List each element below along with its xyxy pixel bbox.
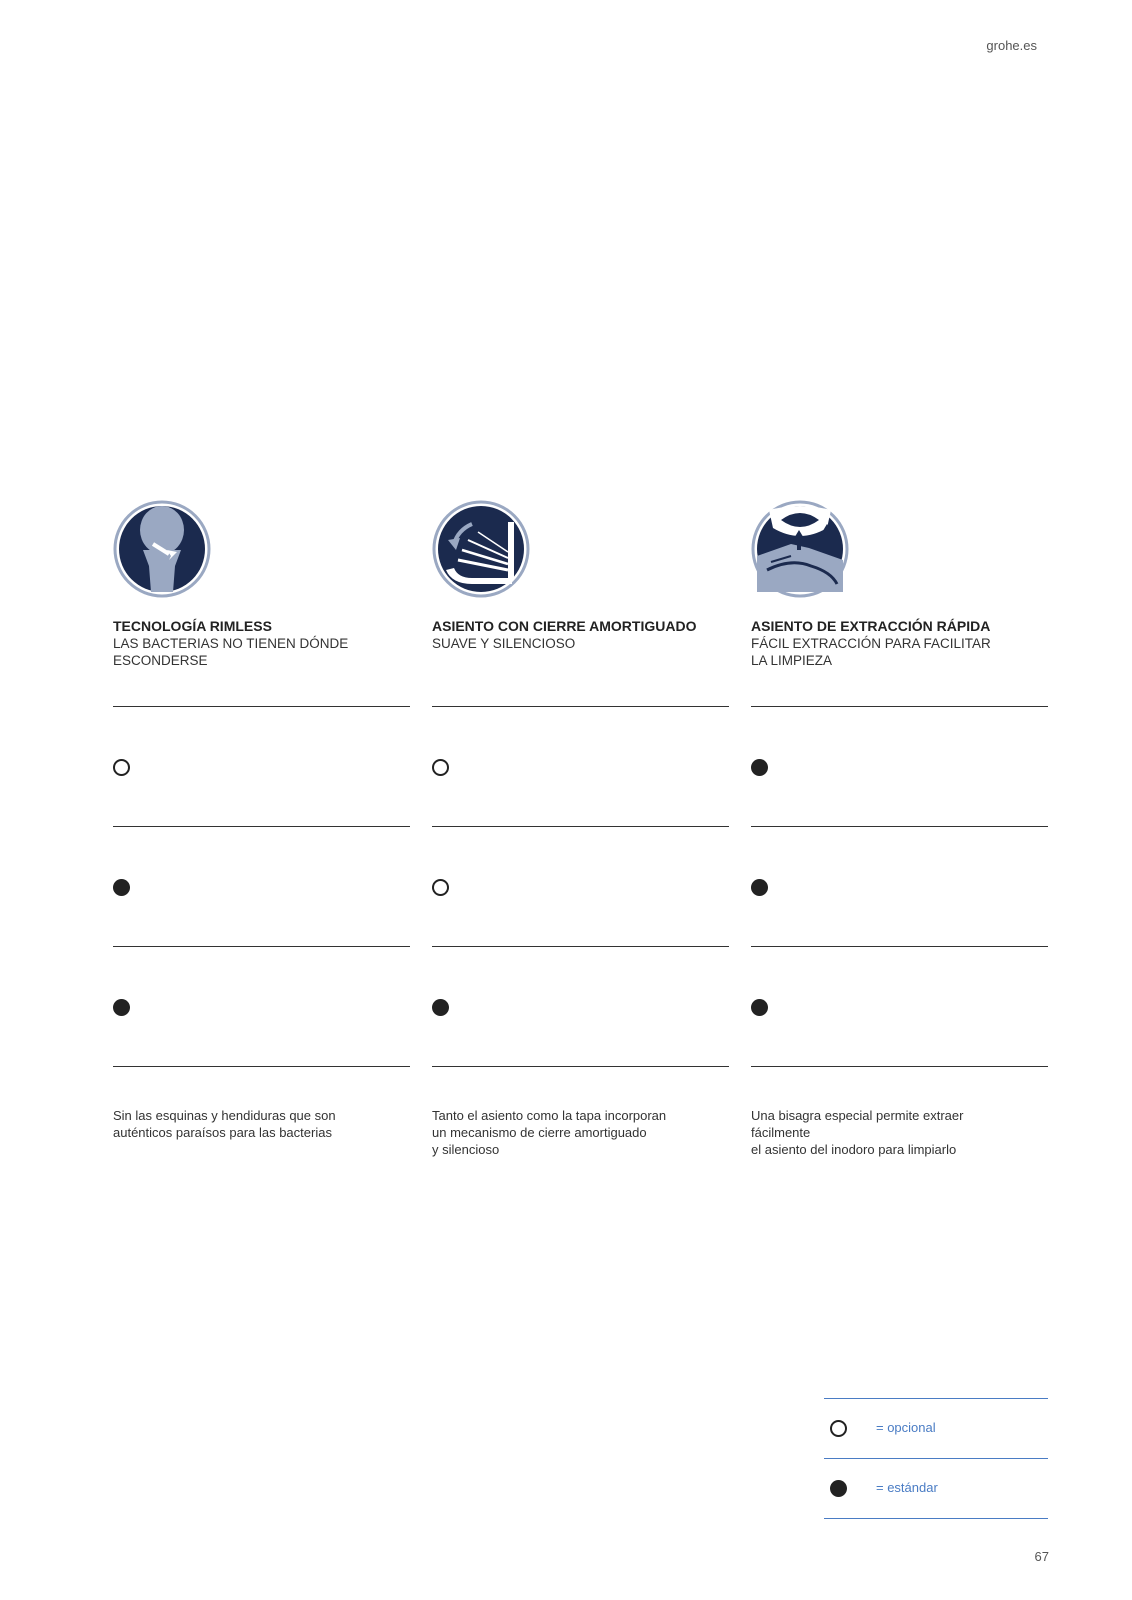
standard-dot-icon xyxy=(751,759,768,776)
rimless-toilet-icon xyxy=(113,500,211,598)
feature-title: ASIENTO CON CIERRE AMORTIGUADO xyxy=(432,618,697,634)
optional-dot-icon xyxy=(432,879,449,896)
feature-description xyxy=(113,1107,383,1141)
standard-dot-icon xyxy=(432,999,449,1016)
feature-rimless xyxy=(113,500,410,1141)
page-number: 67 xyxy=(1034,1549,1049,1564)
table-row xyxy=(751,827,1048,947)
standard-dot-icon xyxy=(113,999,130,1016)
table-row xyxy=(113,827,410,947)
description-line: Una bisagra especial permite extraer fácilmente xyxy=(751,1108,964,1140)
description-line: auténticos paraísos para las bacterias xyxy=(113,1125,332,1140)
table-row xyxy=(751,947,1048,1067)
feature-heading xyxy=(113,618,410,706)
feature-subtitle-line: ESCONDERSE xyxy=(113,653,208,668)
feature-title: ASIENTO DE EXTRACCIÓN RÁPIDA xyxy=(751,618,991,634)
feature-subtitle-line: SUAVE Y SILENCIOSO xyxy=(432,636,576,651)
description-line: y silencioso xyxy=(432,1142,500,1157)
legend-row-standard xyxy=(824,1459,1048,1519)
description-line: un mecanismo de cierre amortiguado xyxy=(432,1125,647,1140)
standard-dot-icon xyxy=(751,879,768,896)
description-line: el asiento del inodoro para limpiarlo xyxy=(751,1142,957,1157)
standard-dot-icon xyxy=(830,1480,847,1497)
feature-heading xyxy=(432,618,729,706)
table-row xyxy=(432,707,729,827)
feature-quick-release xyxy=(751,500,1048,1158)
feature-description xyxy=(751,1107,1021,1158)
table-row xyxy=(751,707,1048,827)
optional-dot-icon xyxy=(113,759,130,776)
table-row xyxy=(432,827,729,947)
feature-title: TECNOLOGÍA RIMLESS xyxy=(113,618,272,634)
standard-dot-icon xyxy=(751,999,768,1016)
table-row xyxy=(113,707,410,827)
feature-subtitle-line: FÁCIL EXTRACCIÓN PARA FACILITAR xyxy=(751,636,991,651)
legend-optional-label: = opcional xyxy=(876,1420,936,1435)
feature-soft-close xyxy=(432,500,729,1158)
feature-availability-table xyxy=(432,706,729,1067)
quick-release-seat-icon xyxy=(751,500,849,598)
feature-subtitle-line: LAS BACTERIAS NO TIENEN DÓNDE xyxy=(113,636,349,651)
description-line: Tanto el asiento como la tapa incorporan xyxy=(432,1108,667,1123)
feature-availability-table xyxy=(751,706,1048,1067)
feature-heading xyxy=(751,618,1048,706)
feature-availability-table xyxy=(113,706,410,1067)
standard-dot-icon xyxy=(113,879,130,896)
legend-row-optional xyxy=(824,1399,1048,1459)
legend-standard-label: = estándar xyxy=(876,1480,938,1495)
optional-dot-icon xyxy=(830,1420,847,1437)
site-url: grohe.es xyxy=(986,38,1037,53)
optional-dot-icon xyxy=(432,759,449,776)
description-line: Sin las esquinas y hendiduras que son xyxy=(113,1108,336,1123)
feature-description xyxy=(432,1107,702,1158)
feature-subtitle-line: LA LIMPIEZA xyxy=(751,653,833,668)
legend xyxy=(824,1398,1048,1519)
table-row xyxy=(432,947,729,1067)
table-row xyxy=(113,947,410,1067)
soft-close-seat-icon xyxy=(432,500,530,598)
